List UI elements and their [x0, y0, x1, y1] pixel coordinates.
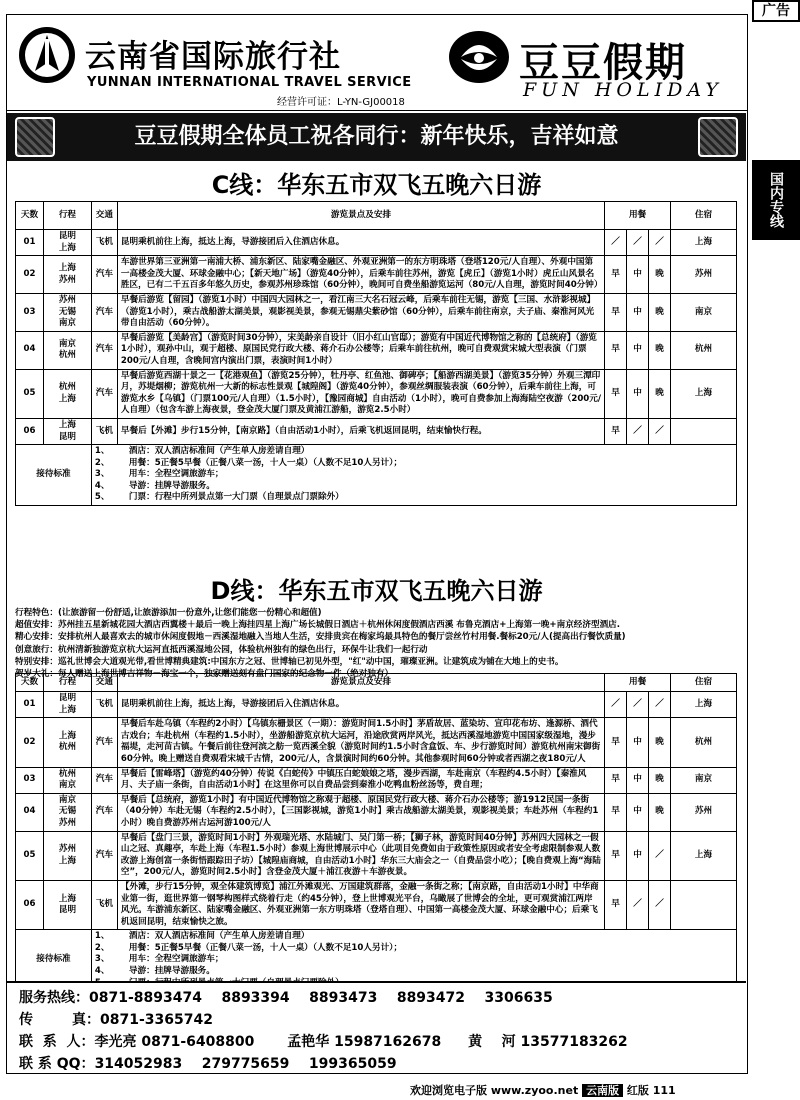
content-cell: 早餐后【雷峰塔】（游览约40分钟）传说《白蛇传》中镇压白蛇娘娘之塔，漫步西湖，车赴南京（车程约4.5小时）【秦淮风月、夫子庙一条街，自由活动1小时】在这里你可以自费品尝到秦淮小吃鸭血粉丝汤等，费自理；: [117, 767, 604, 793]
breakfast-cell: ／: [605, 692, 627, 718]
itinerary-row: [16, 880, 737, 929]
footer-color: 红版: [626, 1084, 649, 1097]
contact-person-label: 联 系 人：: [19, 1034, 95, 1050]
itinerary-row: [16, 331, 737, 369]
breakfast-cell: 早: [605, 793, 627, 831]
route-cell: 南京 无锡 苏州: [43, 793, 91, 831]
dinner-cell: ／: [649, 831, 671, 880]
stay-cell: 上海: [671, 831, 737, 880]
route-cell: 上海 昆明: [43, 880, 91, 929]
fax-label: 传 真：: [19, 1012, 100, 1028]
standard-item: [95, 446, 733, 458]
stay-cell: 苏州: [671, 793, 737, 831]
route-c-title: C线：华东五市双飞五晚六日游: [211, 171, 542, 199]
breakfast-cell: 早: [605, 831, 627, 880]
standard-item-text: 用餐：5正餐5早餐（正餐八菜一汤，十人一桌）（人数不足10人另计）；: [128, 457, 403, 468]
transport-cell: 飞机: [91, 230, 117, 256]
page-footer: [410, 1082, 676, 1100]
stay-cell: 杭州: [671, 718, 737, 767]
header-day: 天数: [16, 202, 44, 230]
standard-item-text: 门票：行程中所列景点第一大门票（自理景点门票除外）: [128, 492, 344, 503]
dinner-cell: ／: [649, 418, 671, 444]
day-cell: 01: [16, 692, 44, 718]
fax-row: [19, 1009, 213, 1029]
contact-person-2: 孟艳华 15987162678: [287, 1034, 442, 1050]
standard-item-number: 3、: [94, 469, 110, 480]
route-cell: 南京 杭州: [43, 331, 91, 369]
standard-item-number: 3、: [94, 954, 110, 965]
standard-item-number: 4、: [94, 480, 110, 491]
lunch-cell: 中: [627, 369, 649, 418]
content-cell: 早餐后游览【美龄宫】（游览时间30分钟），宋美龄亲自设计（旧小红山官邸）；游览有中国近代博物馆之称的【总统府】（游览1小时），观孙中山，观于超楼、原国民党行政大楼、蒋介石办公楼等；后乘车前往杭州，晚可自费观赏宋城大型表演（门票200元/人自理，含晚间宫内演出门票，表演时间1小时）: [117, 331, 604, 369]
route-cell: 上海 昆明: [43, 418, 91, 444]
header-transport: 交通: [91, 674, 117, 692]
standard-item-number: 2、: [94, 942, 110, 953]
standard-item-text: 导游：挂牌导游服务。: [128, 966, 215, 977]
route-d-title: D线：华东五市双飞五晚六日游: [210, 577, 543, 605]
content-cell: 早餐后车赴乌镇（车程约2小时）【乌镇东栅景区（一期）：游览时间1.5小时】茅盾故居、蓝染坊、宣印花布坊、逢源桥、酒代古戏台；车赴杭州（车程约1.5小时），坐游船游览京杭大运河，沿途欣赏两岸风光，抵达西溪湿地游览中国国家级湿地，漫步福堤，走河苗古镇。午餐后前往登河滨之舫一览西溪全貌（游览时间约1.5小时含盒饭、车、步行游览时间）游览杭州南宋御街60分钟。晚上赠送自费观看宋城千古情，200元/人，含景演时间约60分钟。其他参观时间60分钟或者西湖之夜180元/人: [117, 718, 604, 767]
route-c-itinerary-table: [15, 201, 737, 506]
qq-numbers: 314052983 279775659 199365059: [94, 1056, 397, 1072]
transport-cell: 飞机: [91, 880, 117, 929]
lunch-cell: 中: [627, 256, 649, 294]
stay-cell: [671, 880, 737, 929]
company-name-en: YUNNAN INTERNATIONAL TRAVEL SERVICE: [87, 75, 412, 90]
transport-cell: 汽车: [91, 369, 117, 418]
ad-page: [6, 14, 748, 1074]
breakfast-cell: 早: [605, 767, 627, 793]
dinner-cell: 晚: [649, 331, 671, 369]
transport-cell: 汽车: [91, 831, 117, 880]
itinerary-row: [16, 692, 737, 718]
dinner-cell: 晚: [649, 293, 671, 331]
feature-note: 超值安排：苏州挂五星新城花园大酒店西翼楼＋最后一晚上海挂四星上海广场长城假日酒店＋杭州休闲度假酒店西溪 布鲁克酒店+上海第一晚+南京经济型酒店.: [15, 620, 621, 631]
feature-note: 特别安排：巡礼世博会大道观光带,看世博精典建筑:中国东方之冠、世博轴已初见外型，"红"动中国，璀璨亚洲。让建筑成为铺在大地上的史书。: [15, 656, 564, 667]
decor-ornament-icon: [15, 117, 55, 157]
doudou-holiday-logo-icon: [447, 29, 511, 85]
header-day: 天数: [16, 674, 44, 692]
header-content: 游览景点及安排: [117, 202, 604, 230]
lunch-cell: 中: [627, 331, 649, 369]
route-cell: 苏州 上海: [43, 831, 91, 880]
header: [7, 15, 747, 111]
standard-item-number: 1、: [94, 931, 110, 942]
company-name-cn: 云南省国际旅行社: [85, 39, 341, 75]
day-cell: 02: [16, 256, 44, 294]
header-stay: 住宿: [671, 202, 737, 230]
feature-note: 创意旅行：杭州清新独游览京杭大运河直抵西溪湿地公园，体验杭州独有的绿色出行，环保牛让我们一起行动: [15, 644, 428, 655]
dinner-cell: 晚: [649, 767, 671, 793]
yunnan-travel-logo-icon: [17, 25, 77, 85]
route-cell: 杭州 南京: [43, 767, 91, 793]
feature-note: 贺岁大礼：每人赠送上海世博吉祥物－海宝一个，独家赠送刻有盘门国家的纪念物一件（绝对独有）: [15, 669, 394, 680]
dinner-cell: 晚: [649, 369, 671, 418]
feature-note: 行程特色：(让旅游留一份舒适,让旅游添加一份意外,让您们能您一份精心和超值): [15, 608, 322, 618]
stay-cell: 苏州: [671, 256, 737, 294]
lunch-cell: 中: [627, 767, 649, 793]
standard-item-number: 5、: [94, 492, 110, 503]
itinerary-row: [16, 369, 737, 418]
itinerary-row: [16, 767, 737, 793]
transport-cell: 汽车: [91, 256, 117, 294]
dinner-cell: ／: [649, 230, 671, 256]
standard-item: [95, 492, 733, 504]
standard-item: [95, 481, 733, 493]
transport-cell: 汽车: [91, 718, 117, 767]
contact-person-1: 李光亮 0871-6408800: [94, 1034, 255, 1050]
lunch-cell: 中: [627, 718, 649, 767]
header-meals: 用餐: [605, 674, 671, 692]
transport-cell: 汽车: [91, 331, 117, 369]
route-cell: 昆明 上海: [43, 230, 91, 256]
contact-bar: [7, 981, 746, 1073]
transport-cell: 汽车: [91, 767, 117, 793]
itinerary-row: [16, 793, 737, 831]
lunch-cell: 中: [627, 293, 649, 331]
standard-item-number: 1、: [94, 446, 110, 457]
lunch-cell: ／: [627, 692, 649, 718]
header-transport: 交通: [91, 202, 117, 230]
route-cell: 杭州 上海: [43, 369, 91, 418]
stay-cell: [671, 418, 737, 444]
standard-item-text: 用车：全程空调旅游车；: [128, 469, 224, 480]
itinerary-row: [16, 293, 737, 331]
standard-item: [95, 954, 733, 966]
dinner-cell: 晚: [649, 718, 671, 767]
lunch-cell: 中: [627, 831, 649, 880]
content-cell: 昆明乘机前往上海，抵达上海，导游接团后入住酒店休息。: [117, 230, 604, 256]
itinerary-row: [16, 230, 737, 256]
qq-row: [19, 1053, 397, 1073]
route-cell: 上海 苏州: [43, 256, 91, 294]
itinerary-row: [16, 718, 737, 767]
route-cell: 上海 杭州: [43, 718, 91, 767]
content-cell: 早餐后游览西湖十景之一【花港观鱼】（游览25分钟），牡丹亭、红鱼池、御碑亭；【船游西湖美景】（游览35分钟）外观三潭印月，苏堤烟柳；游览杭州一大新的标志性景观【城隍阁】（游览40分钟），参观丝绸服装表演（60分钟），后乘车前往上海，可游览水乡【乌镇】（门票100元/人自理）（1.5小时），【豫园商城】自由活动（1小时），晚可自费参加上海海陆空夜游（200元/人自理）（包含车游上海夜景，登金茂大厦门票及黄浦江游船，游览2.5小时）: [117, 369, 604, 418]
content-cell: 车游世界第三亚洲第一南浦大桥、浦东新区、陆家嘴金融区、外观亚洲第一的东方明珠塔（登塔120元/人自理）、外观中国第一高楼金茂大厦、环球金融中心；【新天地广场】（游览40分钟），后乘车前往苏州，游览【虎丘】（游览1小时）虎丘山风景名胜区，已有二千五百多年悠久历史，参观苏州珍珠馆（60分钟），晚间可自费坐船游览运河（80元/人自理，游览时间40分钟）: [117, 256, 604, 294]
standard-item-text: 用餐：5正餐5早餐（正餐八菜一汤，十人一桌）（人数不足10人另计）；: [128, 942, 403, 953]
transport-cell: 飞机: [91, 692, 117, 718]
greeting-text: 豆豆假期全体员工祝各同行：新年快乐，吉祥如意: [134, 124, 619, 149]
breakfast-cell: ／: [605, 230, 627, 256]
header-meals: 用餐: [605, 202, 671, 230]
brand-name-cn: 豆豆假期: [519, 40, 687, 86]
day-cell: 02: [16, 718, 44, 767]
dinner-cell: ／: [649, 692, 671, 718]
breakfast-cell: 早: [605, 293, 627, 331]
standard-item: [95, 458, 733, 470]
standard-list: [91, 445, 736, 506]
day-cell: 01: [16, 230, 44, 256]
transport-cell: 飞机: [91, 418, 117, 444]
day-cell: 03: [16, 293, 44, 331]
lunch-cell: ／: [627, 230, 649, 256]
hotline-numbers: 0871-8893474 8893394 8893473 8893472 3306635: [89, 990, 553, 1006]
day-cell: 05: [16, 831, 44, 880]
feature-note: 精心安排：安排杭州人最喜欢去的城市休闲度假地－西溪湿地融入当地人生活，安排贵宾在梅家坞最具特色的餐厅尝丝竹村用餐.餐标20元/人(提高出行餐饮质量): [15, 632, 626, 643]
fax-number: 0871-3365742: [100, 1012, 213, 1028]
footer-website[interactable]: 欢迎浏览电子版 www.zyoo.net: [410, 1084, 579, 1097]
standard-label: 接待标准: [16, 930, 92, 991]
itinerary-row: [16, 418, 737, 444]
stay-cell: 杭州: [671, 331, 737, 369]
standard-item-text: 导游：挂牌导游服务。: [128, 480, 215, 491]
qq-label: 联 系 QQ：: [19, 1056, 95, 1072]
route-cell: 昆明 上海: [43, 692, 91, 718]
breakfast-cell: 早: [605, 718, 627, 767]
content-cell: 早餐后【总统府，游览1小时】有中国近代博物馆之称观于超楼、原国民党行政大楼、蒋介石办公楼等；游1912民国一条街（40分钟）车赴无锡（车程约2.5小时），【三国影视城，游览1小时】乘古战船游太湖美景，观影视美景；车赴苏州（车程约1小时）晚自费游苏州古运河游100元/人: [117, 793, 604, 831]
header-content: 游览景点及安排: [117, 674, 604, 692]
transport-cell: 汽车: [91, 293, 117, 331]
hotline-label: 服务热线：: [19, 990, 89, 1006]
breakfast-cell: 早: [605, 418, 627, 444]
header-route: 行程: [43, 202, 91, 230]
lunch-cell: 中: [627, 793, 649, 831]
breakfast-cell: 早: [605, 369, 627, 418]
day-cell: 04: [16, 331, 44, 369]
content-cell: 【外滩，步行15分钟，观全体建筑博览】浦江外滩观光、万国建筑群落，金融一条街之称；【南京路，自由活动1小时】中华商业第一街，逛世界第一钢琴构图样式绕着行走（约45分钟），登上世博观光平台，乌瞰展了世博会的全址，更可观赏浦江两岸风光。车游浦东新区、陆家嘴金融区、外观亚洲第一东方明珠塔（登塔自理）、中国第一高楼金茂大厦、环球金融中心；后乘飞机返回昆明，结束愉快之旅。: [117, 880, 604, 929]
itinerary-row: [16, 831, 737, 880]
license-number: 经营许可证：L-YN-GJ00018: [277, 97, 405, 108]
transport-cell: 汽车: [91, 793, 117, 831]
decor-ornament-icon: [698, 117, 738, 157]
dinner-cell: 晚: [649, 256, 671, 294]
day-cell: 03: [16, 767, 44, 793]
day-cell: 06: [16, 418, 44, 444]
stay-cell: 南京: [671, 293, 737, 331]
stay-cell: 上海: [671, 369, 737, 418]
contact-person-3: 黄 河 13577183262: [468, 1034, 628, 1050]
standard-item-text: 酒店：双人酒店标准间（产生单人房差请自理）: [128, 931, 310, 942]
standard-item-number: 4、: [94, 966, 110, 977]
header-route: 行程: [43, 674, 91, 692]
route-cell: 苏州 无锡 南京: [43, 293, 91, 331]
standard-item-text: 酒店：双人酒店标准间（产生单人房差请自理）: [128, 446, 310, 457]
footer-edition: 云南版: [582, 1084, 623, 1097]
brand-name-en: FUN HOLIDAY: [523, 79, 723, 101]
content-cell: 昆明乘机前往上海，抵达上海，导游接团后入住酒店休息。: [117, 692, 604, 718]
lunch-cell: ／: [627, 418, 649, 444]
ad-tag: 广告: [752, 0, 800, 22]
day-cell: 06: [16, 880, 44, 929]
route-d-features: [15, 607, 739, 680]
standard-item-text: 用车：全程空调旅游车；: [128, 954, 224, 965]
content-cell: 早餐后【盘门三景，游览时间1小时】外观瑞光塔、水陆城门、吴门第一桥；【狮子林，游览时间40分钟】苏州四大园林之一假山之冠、真趣亭，车赴上海（车程1.5小时）参观上海世博展示中心（此项目免费如由于政策性原因或者安全考虑限制参观人数改游上海创富一条街悟跟踪田子坊）【城隍庙商城，自由活动1小时】华东三大庙会之一（自费品尝小吃）；【晚自费观上海“海陆空”，200元/人，游览时间2.5小时】含登金茂大厦＋浦江夜游＋车游夜景。: [117, 831, 604, 880]
stay-cell: 上海: [671, 692, 737, 718]
standard-item-number: 2、: [94, 457, 110, 468]
content-cell: 早餐后【外滩】步行15分钟，【南京路】（自由活动1小时），后乘飞机返回昆明，结束愉快行程。: [117, 418, 604, 444]
itinerary-row: [16, 256, 737, 294]
standard-item: [95, 931, 733, 943]
section-tab-domestic: 国内专线: [752, 160, 800, 240]
standard-label: 接待标准: [16, 445, 92, 506]
standard-item: [95, 469, 733, 481]
breakfast-cell: 早: [605, 256, 627, 294]
content-cell: 早餐后游览【留园】（游览1小时）中国四大园林之一，看江南三大名石冠云峰，后乘车前往无锡，游览【三国、水浒影视城】（游览1小时），乘古战船游太湖美景，观影视美景，参观无锡鼎尖紫砂馆（60分钟），后乘车前往南京，夫子庙、秦淮河风光带自由活动（60分钟）。: [117, 293, 604, 331]
greeting-banner: [7, 113, 746, 161]
header-stay: 住宿: [671, 674, 737, 692]
breakfast-cell: 早: [605, 331, 627, 369]
standard-item: [95, 943, 733, 955]
stay-cell: 南京: [671, 767, 737, 793]
dinner-cell: 晚: [649, 793, 671, 831]
page-number: 111: [652, 1084, 676, 1097]
contact-person-row: [19, 1031, 628, 1051]
lunch-cell: ／: [627, 880, 649, 929]
breakfast-cell: 早: [605, 880, 627, 929]
hotline-row: [19, 987, 553, 1007]
route-d-itinerary-table: [15, 673, 737, 991]
dinner-cell: ／: [649, 880, 671, 929]
stay-cell: 上海: [671, 230, 737, 256]
day-cell: 04: [16, 793, 44, 831]
standard-item: [95, 966, 733, 978]
day-cell: 05: [16, 369, 44, 418]
